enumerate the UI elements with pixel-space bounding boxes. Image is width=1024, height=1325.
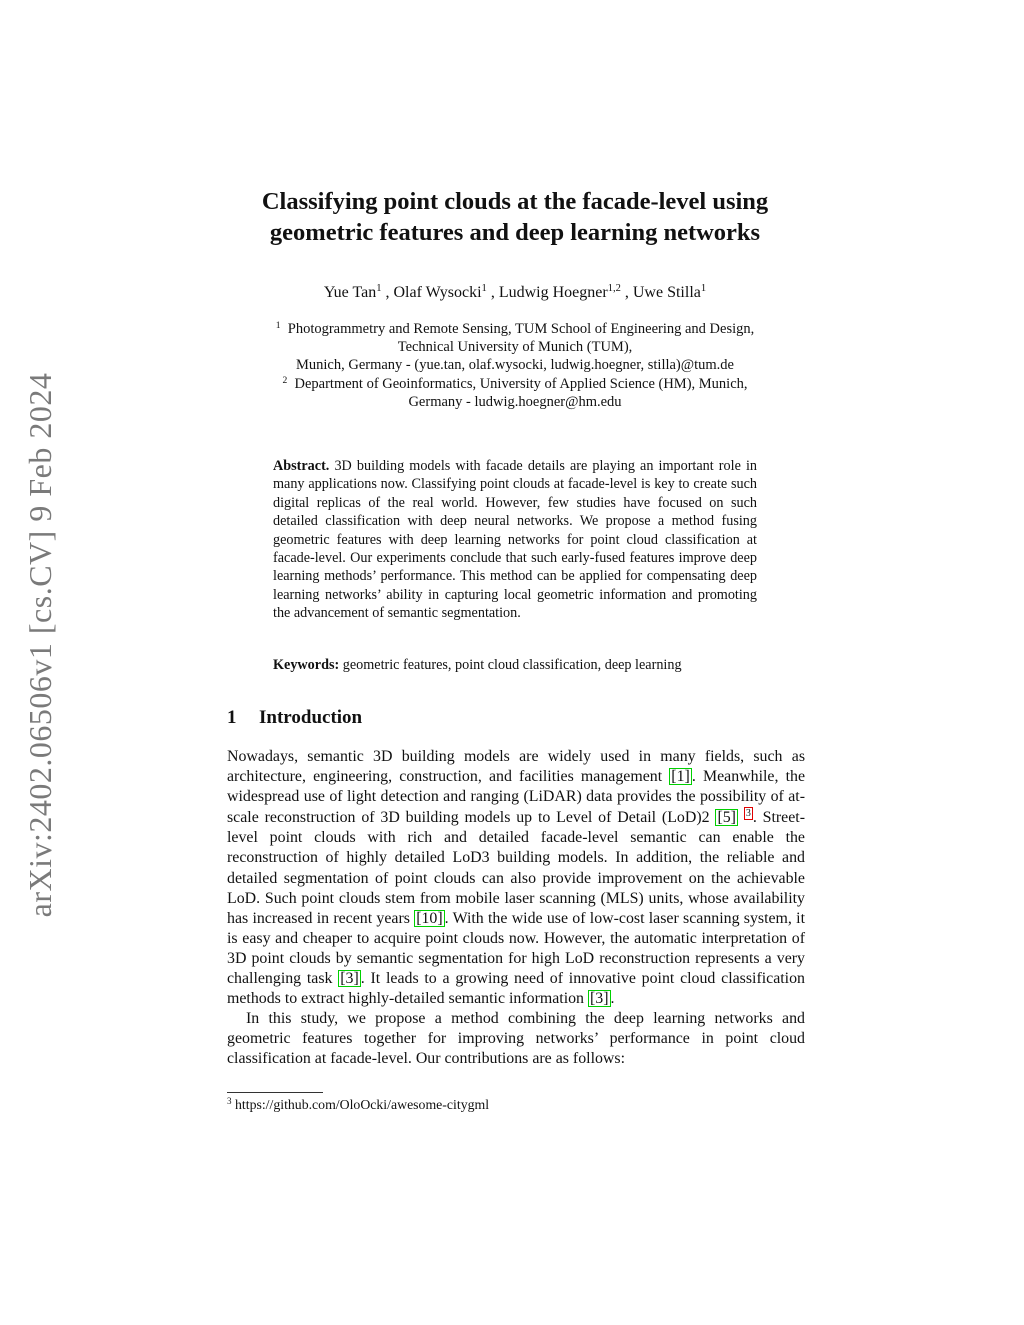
footnote-mark: 3 (227, 1096, 232, 1106)
affiliation-1-line-2: Technical University of Munich (TUM), (397, 339, 633, 356)
abstract (273, 457, 757, 623)
affiliation-2-text: Department of Geoinformatics, University of Applied Science (HM), Munich, (294, 375, 748, 392)
affiliation-1-text: Photogrammetry and Remote Sensing, TUM School of Engineering and Design, (287, 321, 755, 337)
author-affiliation-mark: 1 (700, 283, 707, 295)
text-run: . Meanwhile, the widespread use of light detection and ranging (LiDAR) data provides the possibility of at-scale reconstruction of 3D building models up to Level of Detail (LoD)2 (227, 768, 805, 827)
text-run: . It leads to a growing need of innovative point cloud classification methods to extract highly-detailed semantic information (227, 970, 805, 1008)
affiliation-2-line-1 (215, 375, 815, 393)
footnote-link[interactable]: 3 (745, 808, 751, 820)
section-heading (227, 706, 807, 730)
author-name: Ludwig Hoegner (498, 284, 608, 301)
affiliation-1-mark: 1 (275, 319, 281, 331)
author-name: Uwe Stilla (632, 284, 701, 301)
text-run: . With the wide use of low-cost laser scanning system, it is easy and cheaper to acquire point clouds now. However, the automatic interpretation of 3D point clouds by semantic segmentation for high LoD reconstruction represents a very challenging task (227, 909, 805, 988)
paragraph: In this study, we propose a method combining the deep learning networks and geometric features together for improving networks’ performance in point cloud classification at facade-level. Our contributions are as follows: (227, 1010, 805, 1068)
paragraph (227, 747, 805, 1009)
author-affiliation-mark: 1,2 (607, 283, 621, 295)
citation-link[interactable]: [3] (340, 970, 359, 988)
paper-title (200, 186, 830, 248)
citation-link[interactable]: [3] (589, 990, 609, 1008)
arxiv-identifier-stamp: arXiv:2402.06506v1 [cs.CV] 9 Feb 2024 (22, 372, 58, 918)
section-number: 1 (227, 707, 237, 728)
abstract-label: Abstract. (273, 458, 330, 474)
author-separator: , (486, 284, 499, 301)
text-run: . Street-level point clouds with rich and detailed facade-level semantic can enable the reconstruction of highly detailed LoD3 building models. In addition, the reliable and detailed segmentation of point clouds can also provide improvement on the achievable LoD. Such point clouds stem from mobile laser scanning (MLS) units, whose availability has increased in recent years (227, 809, 805, 927)
author-separator: , (620, 284, 633, 301)
footnote (227, 1096, 807, 1114)
author-name: Yue Tan (323, 284, 377, 301)
author-affiliation-mark: 1 (481, 283, 487, 295)
affiliations (215, 320, 815, 411)
affiliation-2-mark: 2 (282, 374, 288, 386)
author-affiliation-mark: 1 (376, 283, 382, 295)
title-line-2: geometric features and deep learning networks (269, 219, 761, 246)
affiliation-1-line-1 (215, 320, 815, 338)
footnote-url[interactable]: https://github.com/OloOcki/awesome-citygml (235, 1097, 490, 1112)
section-title: Introduction (259, 707, 363, 728)
affiliation-1-line-3: Munich, Germany - (yue.tan, olaf.wysocki, ludwig.hoegner, stilla)@tum.de (295, 357, 734, 374)
author-name: Olaf Wysocki (393, 284, 482, 301)
keywords (273, 656, 773, 674)
text-run: . (610, 990, 615, 1008)
citation-link[interactable]: [1] (671, 768, 690, 786)
text-run: Nowadays, semantic 3D building models are widely used in many fields, such as architecture, engineering, construction, and facilities management (227, 748, 805, 786)
footnote-divider (227, 1092, 323, 1093)
keywords-label: Keywords: (273, 657, 340, 673)
citation-link[interactable]: [10] (416, 909, 443, 927)
introduction-body (227, 747, 805, 1070)
affiliation-2-line-2: Germany - ludwig.hoegner@hm.edu (408, 393, 622, 410)
citation-link[interactable]: [5] (717, 809, 736, 827)
title-line-1: Classifying point clouds at the facade-level using (261, 188, 769, 215)
abstract-text: 3D building models with facade details are playing an important role in many applications now. Classifying point clouds at facade-level is key to create such digital replicas of the real world. However, few studies have focused on such detailed classification with deep neural networks. We propose a method fusing geometric features with deep learning networks for point cloud classification at facade-level. Our experiments conclude that such early-fused features improve deep learning methods’ performance. This method can be applied for compensating deep learning networks’ ability in capturing local geometric information and promoting the advancement of semantic segmentation. (273, 458, 758, 622)
author-list (200, 283, 830, 303)
author-separator: , (381, 284, 394, 301)
keywords-text: geometric features, point cloud classification, deep learning (342, 657, 682, 673)
